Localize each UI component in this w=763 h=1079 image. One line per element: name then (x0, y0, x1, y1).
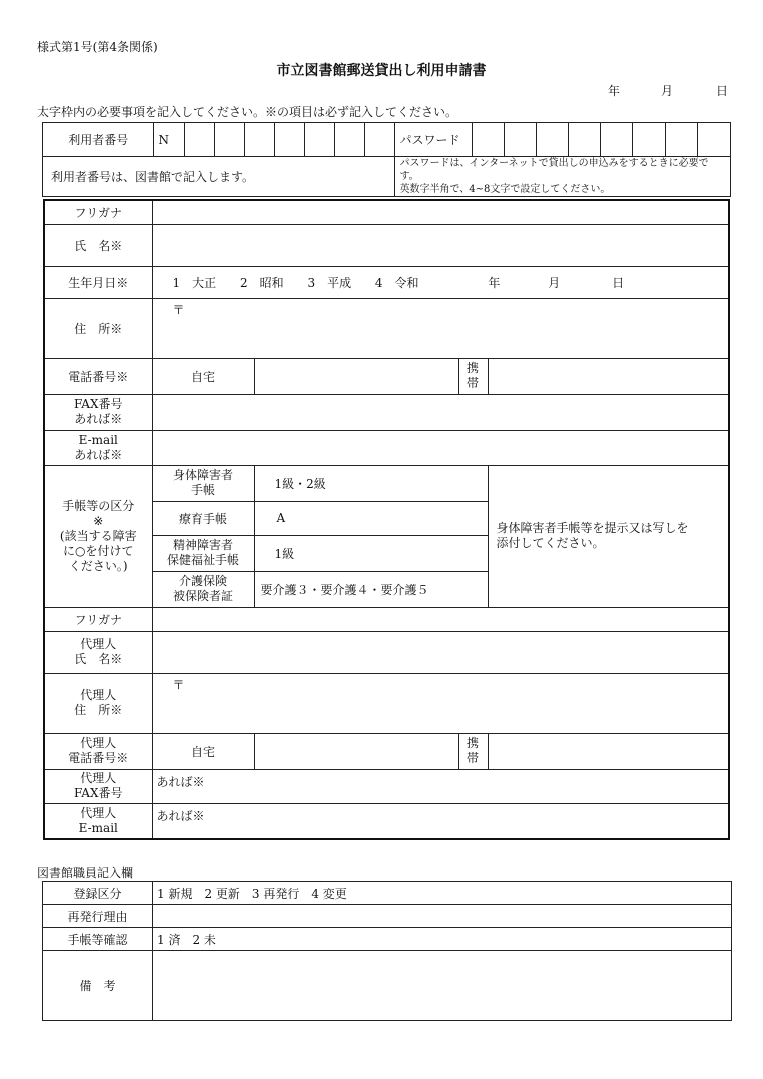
user-number-box[interactable] (305, 123, 335, 157)
name-label: 氏 名※ (44, 224, 152, 266)
staff-section-title: 図書館職員記入欄 (37, 866, 134, 880)
furigana-label: フリガナ (44, 200, 152, 224)
password-box[interactable] (504, 123, 536, 157)
phone-label: 電話番号※ (44, 358, 152, 394)
applicant-table (43, 199, 730, 840)
page-title: 市立図書館郵送貸出し利用申請書 (276, 63, 487, 79)
user-number-box[interactable] (274, 123, 304, 157)
reissue-reason-label: 再発行理由 (43, 905, 153, 928)
date-year: 年 (608, 84, 621, 98)
password-box[interactable] (472, 123, 504, 157)
email-label (44, 430, 152, 465)
care-grade-option[interactable]: 要介護３・要介護４・要介護５ (254, 571, 488, 607)
rehab-handbook-label: 療育手帳 (152, 501, 254, 535)
agent-email-note: あれば※ (156, 808, 205, 823)
remarks-field[interactable] (153, 951, 732, 1021)
mental-label-1: 精神障害者 (172, 538, 233, 552)
fax-label-1: FAX番号 (74, 397, 123, 411)
furigana-field[interactable] (152, 200, 729, 224)
era-reiwa[interactable]: 4 令和 (374, 275, 419, 290)
care-insurance-label (152, 571, 254, 607)
home-phone-label: 自宅 (152, 358, 254, 394)
agent-address-label-1: 代理人 (80, 688, 117, 702)
user-number-label: 利用者番号 (43, 123, 154, 157)
mobile-label-1: 携 (466, 361, 479, 375)
agent-home-phone-label: 自宅 (152, 733, 254, 769)
password-note-line-2: 英数字半角で、4~8文字で設定してください。 (399, 184, 611, 195)
handbook-note-1: 身体障害者手帳等を提示又は写しを (496, 521, 689, 535)
agent-email-field[interactable] (152, 803, 729, 839)
agent-name-label-1: 代理人 (80, 637, 117, 651)
physical-grade-option[interactable]: 1級・2級 (254, 465, 488, 501)
agent-postal-mark: 〒 (172, 677, 185, 692)
date-day: 日 (716, 84, 729, 98)
birth-label: 生年月日※ (44, 266, 152, 298)
postal-mark: 〒 (172, 302, 185, 317)
address-label: 住 所※ (44, 298, 152, 358)
handbook-label-4: に○を付けて (63, 543, 134, 558)
mobile-label-2: 帯 (466, 376, 479, 390)
address-field[interactable] (152, 298, 729, 358)
birth-year-unit: 年 (488, 275, 501, 290)
handbook-label-5: ください。) (68, 558, 128, 573)
agent-home-phone-field[interactable] (254, 733, 458, 769)
staff-table (42, 881, 732, 1021)
agent-mobile-label-1: 携 (466, 736, 479, 750)
registration-type-options[interactable]: 1 新規 2 更新 3 再発行 4 変更 (153, 882, 732, 905)
birth-month-unit: 月 (548, 275, 561, 290)
email-label-2: あれば※ (74, 447, 123, 462)
era-heisei[interactable]: 3 平成 (307, 275, 352, 290)
user-number-box[interactable] (335, 123, 365, 157)
care-label-2: 被保険者証 (172, 589, 233, 603)
handbook-label (44, 465, 152, 607)
fax-label (44, 394, 152, 430)
agent-fax-note: あれば※ (156, 774, 205, 789)
agent-name-field[interactable] (152, 631, 729, 673)
agent-address-field[interactable] (152, 673, 729, 733)
user-number-box[interactable] (244, 123, 274, 157)
agent-name-label-2: 氏 名※ (74, 652, 123, 666)
agent-phone-label-2: 電話番号※ (68, 751, 129, 765)
user-number-table (42, 122, 731, 197)
handbook-check-options[interactable]: 1 済 2 未 (153, 928, 732, 951)
agent-email-label-1: 代理人 (80, 805, 117, 820)
agent-fax-label-1: 代理人 (80, 771, 117, 785)
handbook-label-1: 手帳等の区分 (62, 498, 135, 513)
password-note (395, 157, 731, 197)
password-box[interactable] (601, 123, 633, 157)
handbook-note (488, 465, 729, 607)
fax-field[interactable] (152, 394, 729, 430)
user-number-box[interactable] (365, 123, 395, 157)
email-field[interactable] (152, 430, 729, 465)
mobile-field[interactable] (488, 358, 729, 394)
agent-mobile-field[interactable] (488, 733, 729, 769)
rehab-grade-option[interactable]: A (254, 501, 488, 535)
agent-phone-label-1: 代理人 (80, 736, 117, 750)
agent-mobile-label (458, 733, 488, 769)
handbook-check-label: 手帳等確認 (43, 928, 153, 951)
user-number-prefix: N (154, 123, 184, 157)
date-month: 月 (661, 84, 674, 98)
password-box[interactable] (697, 123, 730, 157)
care-label-1: 介護保険 (178, 574, 227, 588)
home-phone-field[interactable] (254, 358, 458, 394)
agent-furigana-label: フリガナ (44, 607, 152, 631)
birth-day-unit: 日 (612, 275, 625, 290)
password-label: パスワード (395, 123, 472, 157)
physical-label-2: 手帳 (190, 483, 215, 497)
agent-phone-label (44, 733, 152, 769)
mental-grade-option[interactable]: 1級 (254, 535, 488, 571)
agent-fax-label (44, 769, 152, 803)
birth-field[interactable] (152, 266, 729, 298)
user-number-box[interactable] (184, 123, 214, 157)
registration-type-label: 登録区分 (43, 882, 153, 905)
handbook-label-2: ※ (93, 513, 104, 528)
user-number-box[interactable] (214, 123, 244, 157)
mental-label-2: 保健福祉手帳 (166, 553, 239, 567)
password-box[interactable] (537, 123, 569, 157)
password-box[interactable] (569, 123, 601, 157)
name-field[interactable] (152, 224, 729, 266)
password-note-line-1: パスワードは、インターネットで貸出しの申込みをするときに必要です。 (399, 158, 709, 182)
agent-email-label (44, 803, 152, 839)
agent-address-label-2: 住 所※ (74, 703, 123, 717)
mental-handbook-label (152, 535, 254, 571)
physical-label-1: 身体障害者 (172, 468, 233, 482)
agent-fax-label-2: FAX番号 (74, 786, 123, 800)
user-number-note: 利用者番号は、図書館で記入します。 (43, 157, 395, 197)
password-box[interactable] (633, 123, 665, 157)
era-taisho[interactable]: 1 大正 (172, 275, 217, 290)
form-number: 様式第1号(第4条関係) (37, 40, 158, 54)
agent-email-label-2: E-mail (78, 820, 118, 835)
agent-name-label (44, 631, 152, 673)
agent-address-label (44, 673, 152, 733)
era-showa[interactable]: 2 昭和 (239, 275, 284, 290)
agent-fax-field[interactable] (152, 769, 729, 803)
handbook-label-3: (該当する障害 (59, 528, 137, 543)
agent-mobile-label-2: 帯 (466, 751, 479, 765)
instruction-note: 太字枠内の必要事項を記入してください。※の項目は必ず記入してください。 (37, 105, 458, 119)
email-label-1: E-mail (78, 432, 118, 447)
fax-label-2: あれば※ (74, 412, 123, 426)
agent-furigana-field[interactable] (152, 607, 729, 631)
reissue-reason-field[interactable] (153, 905, 732, 928)
handbook-note-2: 添付してください。 (496, 536, 605, 550)
mobile-label (458, 358, 488, 394)
remarks-label: 備 考 (43, 951, 153, 1021)
password-box[interactable] (665, 123, 697, 157)
physical-handbook-label (152, 465, 254, 501)
